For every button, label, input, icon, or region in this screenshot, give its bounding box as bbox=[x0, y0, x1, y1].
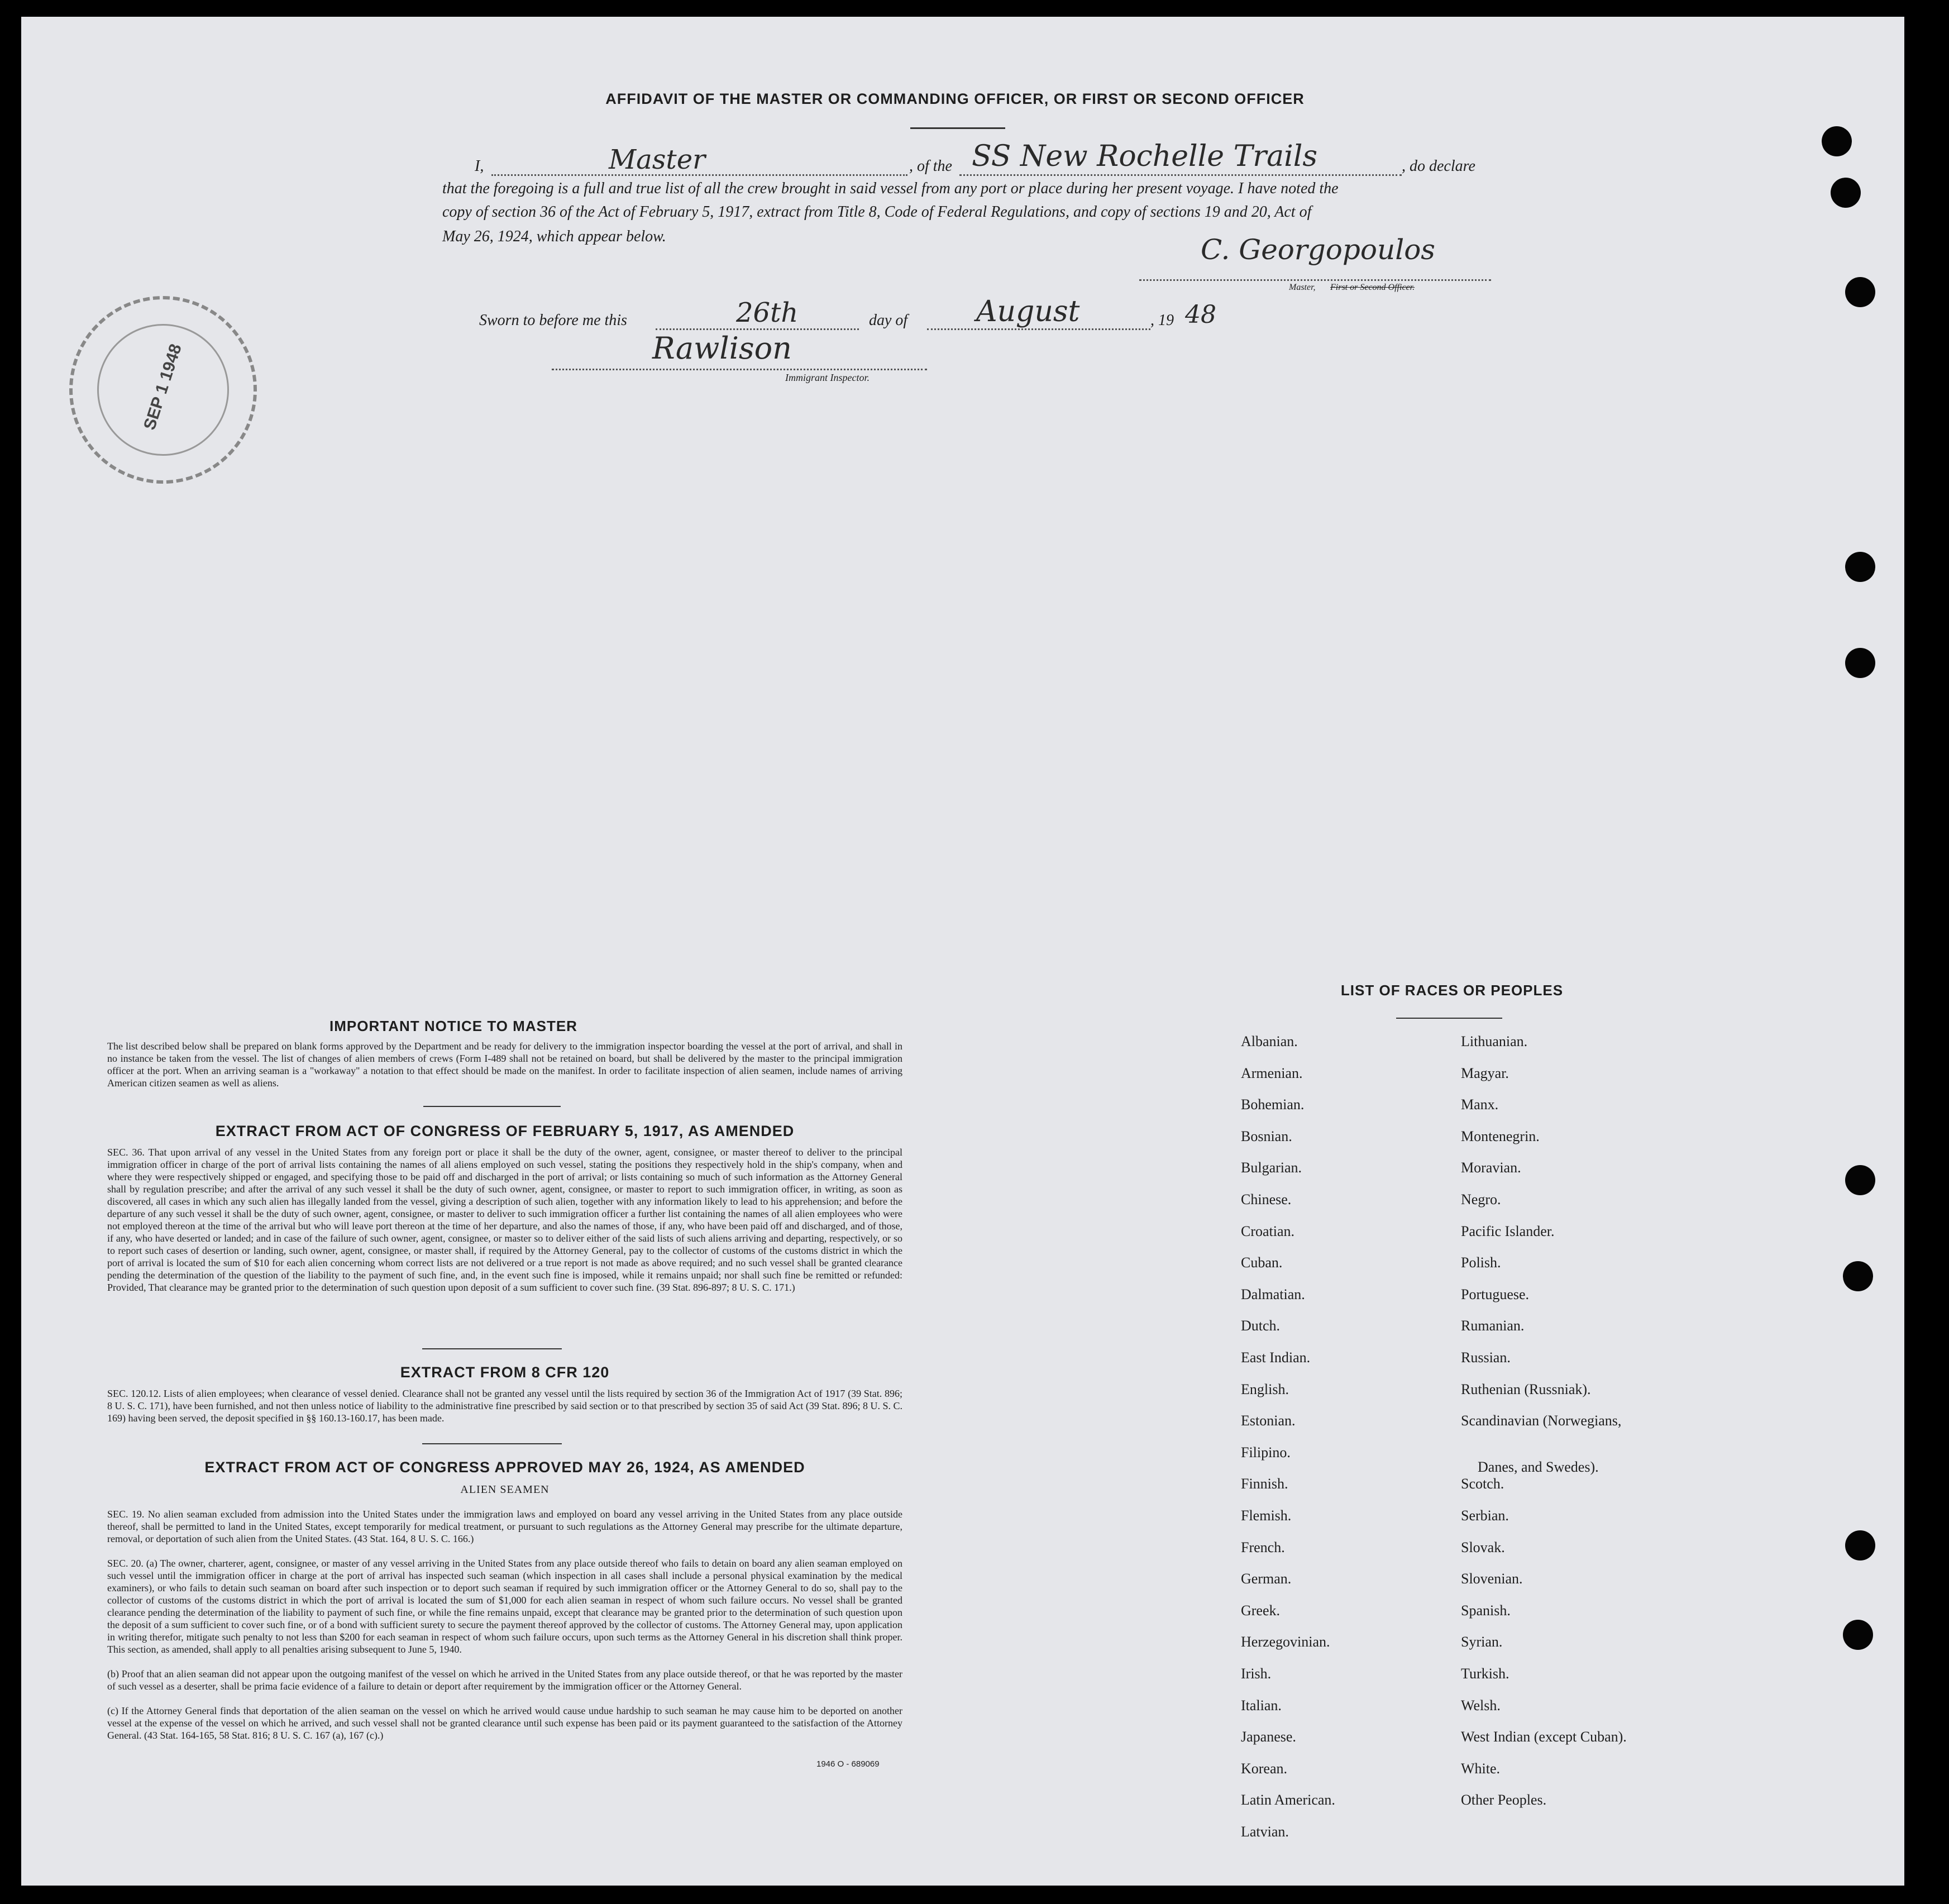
race-item: Croatian. bbox=[1241, 1223, 1295, 1239]
inspector-signature: Rawlison bbox=[652, 331, 792, 366]
extract-1924-sec20a: SEC. 20. (a) The owner, charterer, agent, consignee, or master of any vessel arriving in the United States from any place outside thereof who fails to detain on board any alien seaman employed on such vessel until the immigration officer in charge at the port of arrival has inspected such seaman (which inspection in all cases shall include a personal physical examination by the medical examiners), or who fails to detain such seaman on board after such inspection or to deport such seaman if required by such immigration officer or the Attorney General to do so, shall pay to the collector of customs of the customs district in which the port of arrival is located the sum of $1,000 for each alien seaman in respect of whom such failure occurs. No vessel shall be granted clearance pending the determination of the liability to payment of such fine, or while the fine remains unpaid, except that clearance may be granted prior to the determination of such question upon the deposit of a sum sufficient to cover such fine, or of a bond with sufficient surety to secure the payment thereof approved by the collector of customs. The Attorney General may, upon application in writing therefor, mitigate such penalty to not less than $200 for each seaman in respect of whom such failure occurs, upon such terms as the Attorney General in his discretion shall think proper. This section, as amended, shall apply to all penalties arising subsequent to June 5, 1940. bbox=[107, 1558, 902, 1655]
sworn-label: Sworn to before me this bbox=[479, 312, 627, 329]
race-item: English. bbox=[1241, 1381, 1289, 1397]
extract-1924-sec20b: (b) Proof that an alien seaman did not appear upon the outgoing manifest of the vessel on which he arrived in the United States from any place outside thereof, or that he was reported by the master of such vessel as a deserter, shall be prima facie evidence of a failure to detain or deport after requirement by the immigration officer or the Attorney General. bbox=[107, 1668, 902, 1692]
race-item: Flemish. bbox=[1241, 1507, 1292, 1524]
race-item: Scotch. bbox=[1461, 1476, 1504, 1492]
race-item: White. bbox=[1461, 1760, 1501, 1777]
race-item: Cuban. bbox=[1241, 1254, 1283, 1271]
race-item: Korean. bbox=[1241, 1760, 1288, 1777]
punch-hole bbox=[1843, 1620, 1873, 1650]
extract-1924-title: EXTRACT FROM ACT OF CONGRESS APPROVED MAY 26, 1924, AS AMENDED bbox=[204, 1459, 805, 1476]
punch-hole bbox=[1845, 277, 1875, 307]
races-title: LIST OF RACES OR PEOPLES bbox=[1340, 982, 1564, 999]
punch-hole bbox=[1843, 1261, 1873, 1291]
race-item: Serbian. bbox=[1461, 1507, 1509, 1524]
race-item: Scandinavian (Norwegians, bbox=[1461, 1413, 1622, 1429]
race-item: Finnish. bbox=[1241, 1476, 1288, 1492]
sworn-day-handwritten: 26th bbox=[736, 297, 799, 328]
vessel-handwritten: SS New Rochelle Trails bbox=[972, 140, 1318, 173]
punch-hole bbox=[1845, 648, 1875, 678]
race-item: West Indian (except Cuban). bbox=[1461, 1729, 1627, 1745]
race-item: East Indian. bbox=[1241, 1349, 1311, 1366]
cfr-title: EXTRACT FROM 8 CFR 120 bbox=[400, 1364, 610, 1381]
notice-text: The list described below shall be prepared on blank forms approved by the Department and be ready for delivery to the immigration inspector boarding the vessel at the port of arrival, and shall in no instance be taken from the vessel. The list of changes of alien members of crews (Form I-489 shall not be retained on board, but shall be delivered by the master to the principal immigration officer at the port. When an arriving seaman is a "workaway" a notation to that effect should be made on the manifest. In order to facilitate inspection of alien seamen, include names of arriving American citizen seamen as well as aliens. bbox=[107, 1041, 902, 1089]
race-item: Chinese. bbox=[1241, 1191, 1292, 1208]
race-item: Slovenian. bbox=[1461, 1571, 1523, 1587]
year-handwritten: 48 bbox=[1185, 300, 1216, 329]
extract-1924-sec19: SEC. 19. No alien seaman excluded from admission into the United States under the immigration laws and employed on board any vessel arriving in the United States from any place outside thereof, shall be permitted to land in the United States, except temporarily for medical treatment, or pursuant to such regulations as the Attorney General may prescribe for the ultimate departure, removal, or deportation of such alien from the United States. (43 Stat. 164, 8 U. S. C. 166.) bbox=[107, 1509, 902, 1544]
race-item: Danes, and Swedes). bbox=[1478, 1458, 1599, 1475]
signature-caption-officer: First or Second Officer. bbox=[1330, 283, 1415, 292]
cfr-divider bbox=[422, 1443, 562, 1444]
race-item: Latin American. bbox=[1241, 1792, 1335, 1808]
sworn-month-blank bbox=[927, 328, 1150, 330]
race-item: Armenian. bbox=[1241, 1065, 1303, 1081]
extract-1924-sec20c: (c) If the Attorney General finds that deportation of the alien seaman on the vessel on which he arrived would cause undue hardship to such seaman he may cause him to be deported on another vessel at the expense of the vessel on which he arrived, and such vessel shall not be granted clearance until such expense has been paid or its payment guaranteed to the satisfaction of the Attorney General. (43 Stat. 164-165, 58 Stat. 816; 8 U. S. C. 167 (a), 167 (c).) bbox=[107, 1705, 902, 1741]
race-item: Herzegovinian. bbox=[1241, 1634, 1330, 1650]
race-item: Polish. bbox=[1461, 1254, 1501, 1271]
declaration-line-4: May 26, 1924, which appear below. bbox=[442, 228, 666, 245]
race-item: Bosnian. bbox=[1241, 1128, 1292, 1144]
cfr-text: SEC. 120.12. Lists of alien employees; when clearance of vessel denied. Clearance shall not be granted any vessel until the lists required by section 36 of the Immigration Act of 1917 (39 Stat. 896; 8 U. S. C. 171), have been furnished, and not then unless notice of liability to the administrative fine prescribed by said section or to that prescribed by section 35 of said Act (39 Stat. 896; 8 U. S. C. 169) having been served, the deposit specified in §§ 160.13-160.17, has been made. bbox=[107, 1388, 902, 1424]
print-code: 1946 O - 689069 bbox=[816, 1759, 880, 1769]
vessel-blank bbox=[959, 174, 1402, 176]
race-item: Magyar. bbox=[1461, 1065, 1509, 1081]
day-of-label: day of bbox=[869, 312, 908, 329]
race-item: Spanish. bbox=[1461, 1602, 1511, 1619]
master-signature: C. Georgopoulos bbox=[1201, 233, 1435, 266]
sworn-month-handwritten: August bbox=[976, 295, 1080, 328]
race-item: Pacific Islander. bbox=[1461, 1223, 1555, 1239]
signature-caption-master: Master, bbox=[1289, 283, 1316, 292]
race-item: Greek. bbox=[1241, 1602, 1281, 1619]
officer-handwritten: Master bbox=[609, 144, 706, 175]
do-declare-label: , do declare bbox=[1402, 158, 1475, 175]
punch-hole bbox=[1845, 1165, 1875, 1195]
extract-1917-title: EXTRACT FROM ACT OF CONGRESS OF FEBRUARY 5, 1917, AS AMENDED bbox=[215, 1123, 795, 1139]
punch-hole bbox=[1822, 126, 1852, 156]
race-item: Ruthenian (Russniak). bbox=[1461, 1381, 1591, 1397]
race-item: Montenegrin. bbox=[1461, 1128, 1540, 1144]
notice-divider bbox=[423, 1106, 561, 1107]
year-prefix: , 19 bbox=[1150, 312, 1174, 329]
signature-line bbox=[1139, 279, 1491, 281]
inspector-line bbox=[552, 369, 927, 370]
of-the-label: , of the bbox=[909, 158, 952, 175]
race-item: Bulgarian. bbox=[1241, 1159, 1302, 1176]
race-item: Turkish. bbox=[1461, 1666, 1509, 1682]
race-item: Japanese. bbox=[1241, 1729, 1296, 1745]
race-item: French. bbox=[1241, 1539, 1285, 1555]
race-item: Negro. bbox=[1461, 1191, 1501, 1208]
race-item: Portuguese. bbox=[1461, 1286, 1530, 1302]
extract-1917-text: SEC. 36. That upon arrival of any vessel in the United States from any foreign port or place it shall be the duty of the owner, agent, consignee, or master thereof to deliver to the principal immigration officer in charge of the port of arrival lists containing the names of all aliens employed on such vessel, stating the positions they respectively hold in the ship's company, when and where they were respectively shipped or engaged, and specifying those to be paid off and discharged in the port of arrival; or lists containing so much of such information as the Attorney General shall by regulation prescribe; and after the arrival of any such vessel it shall be the duty of such owner, agent, consignee, or master to report to such immigration officer, in writing, as soon as discovered, all cases in which any such alien has illegally landed from the vessel, giving a description of such alien, together with any information likely to lead to his apprehension; and before the departure of any such vessel it shall be the duty of such owner, agent, consignee, or master to deliver to such immigration officer a further list containing the names of all alien employees who were not employed thereon at the time of the arrival but who will leave port thereon at the time of her departure, and also the names of those, if any, who have been paid off and discharged, and of those, if any, who have deserted or landed; and in case of the failure of such owner, agent, consignee, or master so to deliver either of the said lists of such aliens arriving and departing, respectively, or so to report such cases of desertion or landing, such owner, agent, consignee, or master shall, if required by the Attorney General, pay to the collector of customs of the customs district in which the port of arrival is located the sum of $10 for each alien concerning whom correct lists are not delivered or a true report is not made as above required; and no such vessel shall be granted clearance pending the determination of the question of the liability to the payment of such fine, and, in the event such fine is imposed, while it remains unpaid; nor shall such fine be remitted or refunded: Provided, That clearance may be granted prior to the determination of such question upon deposit of a sum sufficient to cover such fine. (39 Stat. 896-897; 8 U. S. C. 171.) bbox=[107, 1147, 902, 1293]
race-item: Russian. bbox=[1461, 1349, 1511, 1366]
race-item: Other Peoples. bbox=[1461, 1792, 1547, 1808]
race-item: Estonian. bbox=[1241, 1413, 1296, 1429]
inspection-stamp bbox=[69, 296, 257, 484]
punch-hole bbox=[1845, 552, 1875, 582]
race-item: Manx. bbox=[1461, 1096, 1499, 1113]
race-item: Moravian. bbox=[1461, 1159, 1521, 1176]
race-item: Irish. bbox=[1241, 1666, 1272, 1682]
punch-hole bbox=[1831, 178, 1861, 208]
extract-1924-subtitle: ALIEN SEAMEN bbox=[460, 1483, 550, 1496]
notice-title: IMPORTANT NOTICE TO MASTER bbox=[329, 1018, 577, 1034]
races-divider bbox=[1396, 1018, 1502, 1019]
race-item: Syrian. bbox=[1461, 1634, 1503, 1650]
race-item: German. bbox=[1241, 1571, 1292, 1587]
punch-hole bbox=[1845, 1530, 1875, 1561]
i-label: I, bbox=[475, 158, 484, 175]
race-item: Rumanian. bbox=[1461, 1318, 1525, 1334]
title-divider bbox=[910, 127, 1005, 129]
stamp-date: SEP 1 1948 bbox=[140, 341, 185, 432]
race-item: Filipino. bbox=[1241, 1444, 1291, 1461]
inspector-caption: Immigrant Inspector. bbox=[785, 372, 870, 383]
race-item: Albanian. bbox=[1241, 1033, 1298, 1049]
race-item: Welsh. bbox=[1461, 1697, 1501, 1714]
extract-1917-divider bbox=[422, 1348, 562, 1349]
race-item: Dalmatian. bbox=[1241, 1286, 1305, 1302]
race-item: Lithuanian. bbox=[1461, 1033, 1528, 1049]
declaration-line-2: that the foregoing is a full and true list of all the crew brought in said vessel from any port or place during her present voyage. I have noted the bbox=[442, 180, 1339, 197]
race-item: Italian. bbox=[1241, 1697, 1282, 1714]
race-item: Latvian. bbox=[1241, 1824, 1289, 1840]
sworn-day-blank bbox=[656, 328, 859, 330]
affidavit-title: AFFIDAVIT OF THE MASTER OR COMMANDING OFFICER, OR FIRST OR SECOND OFFICER bbox=[605, 90, 1305, 107]
race-item: Slovak. bbox=[1461, 1539, 1505, 1555]
declaration-line-3: copy of section 36 of the Act of February 5, 1917, extract from Title 8, Code of Federal Regulations, and copy of sections 19 and 20, Act of bbox=[442, 203, 1312, 221]
race-item: Bohemian. bbox=[1241, 1096, 1305, 1113]
race-item: Dutch. bbox=[1241, 1318, 1281, 1334]
